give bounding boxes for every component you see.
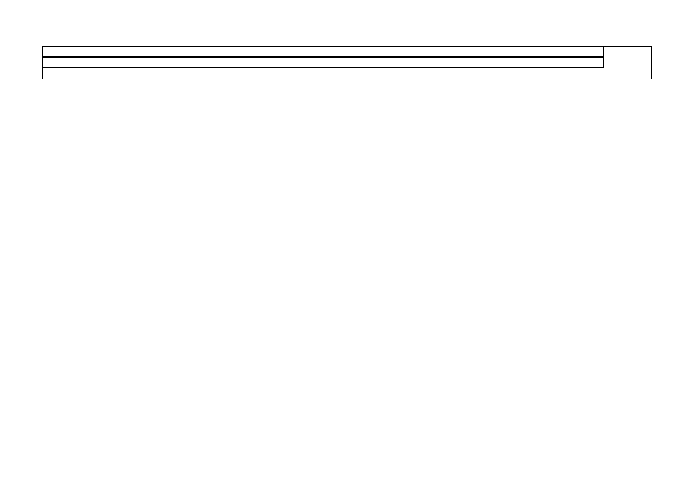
empty-cell xyxy=(42,68,652,79)
authority-row xyxy=(42,57,652,68)
vehicle-rental-table xyxy=(42,46,652,101)
authority-label xyxy=(42,57,604,68)
empty-cell xyxy=(604,46,652,57)
empty-cell xyxy=(604,57,652,68)
column-header-row-bottom xyxy=(42,90,652,101)
spacer-row xyxy=(42,68,652,79)
table-title xyxy=(42,46,604,57)
table-title-row xyxy=(42,46,652,57)
column-header-row-top xyxy=(42,79,652,90)
